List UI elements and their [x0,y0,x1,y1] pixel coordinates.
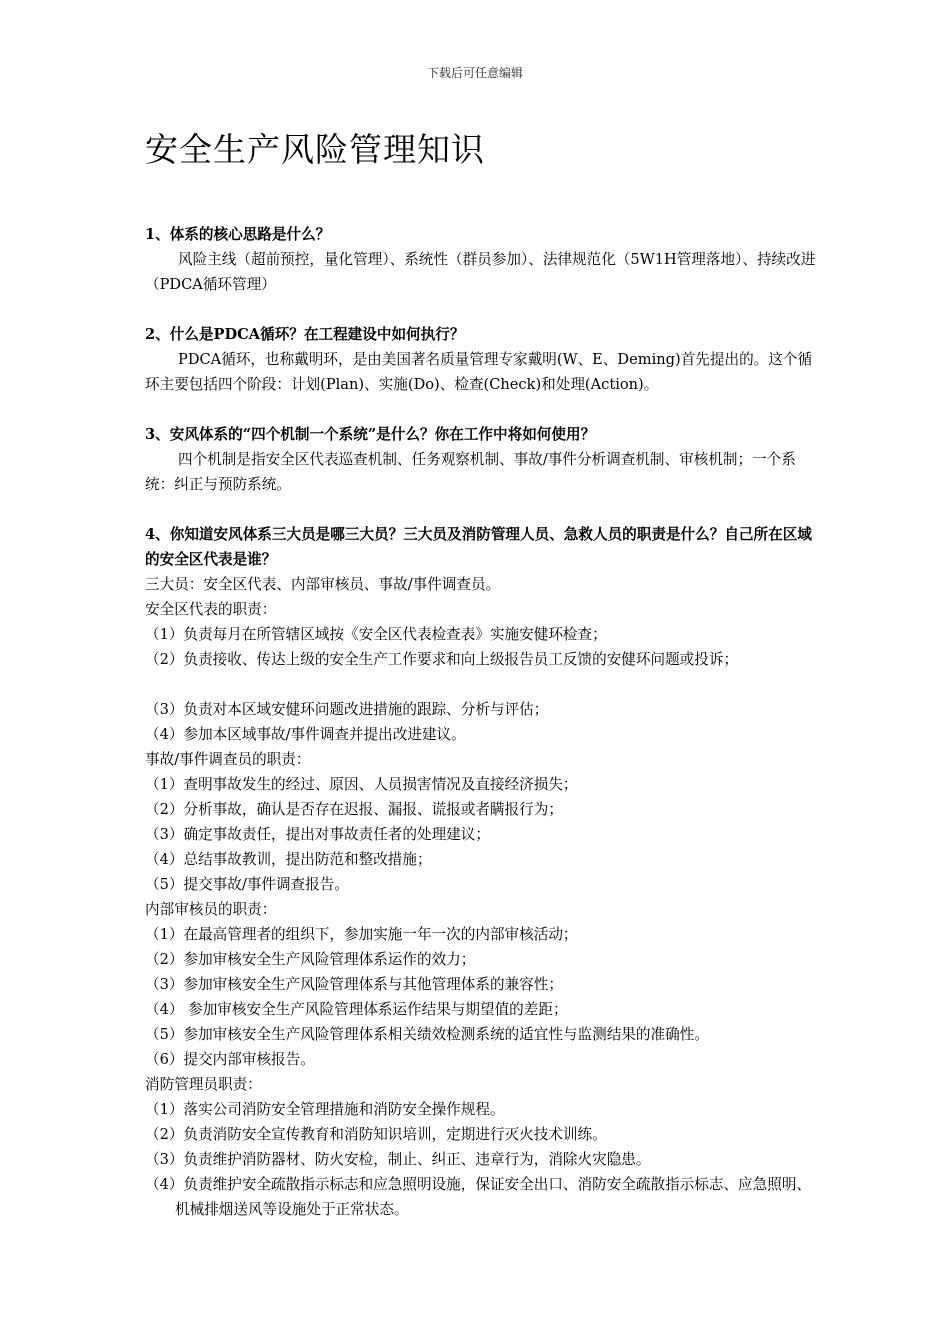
list-item: （5）提交事故/事件调查报告。 [145,876,349,893]
list-item: （1）负责每月在所管辖区域按《安全区代表检查表》实施安健环检查； [145,626,607,643]
question-1: 1、体系的核心思路是什么？ [145,226,331,243]
three-roles-intro: 三大员：安全区代表、内部审核员、事故/事件调查员。 [145,576,501,593]
question-3: 3、安风体系的“四个机制一个系统”是什么？你在工作中将如何使用？ [145,426,596,443]
list-item: （5）参加审核安全生产风险管理体系相关绩效检测系统的适宜性与监测结果的准确性。 [145,1026,709,1043]
answer-2: PDCA循环，也称戴明环，是由美国著名质量管理专家戴明(W、E、Deming)首先提出的。这个循环主要包括四个阶段：计划(Plan)、实施(Do)、检查(Check)和处理(Action)。 [145,351,813,393]
list-item: （2）负责接收、传达上级的安全生产工作要求和向上级报告员工反馈的安健环问题或投诉； [145,651,739,668]
list-item: （6）提交内部审核报告。 [145,1051,315,1068]
list-item: （3）参加审核安全生产风险管理体系与其他管理体系的兼容性； [145,976,563,993]
fire-manager-heading: 消防管理员职责： [145,1076,262,1093]
list-item: （1）落实公司消防安全管理措施和消防安全操作规程。 [145,1101,505,1118]
list-item: （3）负责维护消防器材、防火安检，制止、纠正、违章行为，消除火灾隐患。 [145,1151,651,1168]
list-item: （1）在最高管理者的组织下，参加实施一年一次的内部审核活动； [145,926,578,943]
list-item: （4）负责维护安全疏散指示标志和应急照明设施，保证安全出口、消防安全疏散指示标志、应急照明、机械排烟送风等设施处于正常状态。 [145,1176,812,1218]
list-item: （2）分析事故，确认是否存在迟报、漏报、谎报或者瞒报行为； [145,801,563,818]
list-item: （4）参加本区域事故/事件调查并提出改进建议。 [145,726,466,743]
document-title: 安全生产风险管理知识 [145,130,485,169]
auditor-heading: 内部审核员的职责： [145,901,277,918]
document-body [145,222,825,1222]
list-item: （2）参加审核安全生产风险管理体系运作的效力； [145,951,476,968]
list-item: （4）总结事故教训，提出防范和整改措施； [145,851,432,868]
investigator-heading: 事故/事件调查员的职责： [145,751,311,768]
list-item: （1）查明事故发生的经过、原因、人员损害情况及直接经济损失； [145,776,578,793]
answer-3: 四个机制是指安全区代表巡查机制、任务观察机制、事故/事件分析调查机制、审核机制；一个系统：纠正与预防系统。 [145,451,796,493]
answer-1: 风险主线（超前预控，量化管理）、系统性（群员参加）、法律规范化（5W1H管理落地）、持续改进（PDCA循环管理） [145,251,816,293]
list-item: （3）负责对本区域安健环问题改进措施的跟踪、分析与评估； [145,701,549,718]
list-item: （3）确定事故责任，提出对事故责任者的处理建议； [145,826,490,843]
safety-rep-heading: 安全区代表的职责： [145,601,277,618]
list-item: （4） 参加审核安全生产风险管理体系运作结果与期望值的差距； [145,1001,568,1018]
question-4: 4、你知道安风体系三大员是哪三大员？三大员及消防管理人员、急救人员的职责是什么？自己所在区域的安全区代表是谁？ [145,526,812,568]
page-header: 下载后可任意编辑 [426,66,523,80]
question-2: 2、什么是PDCA循环？在工程建设中如何执行？ [145,326,465,343]
list-item: （2）负责消防安全宣传教育和消防知识培训，定期进行灭火技术训练。 [145,1126,607,1143]
